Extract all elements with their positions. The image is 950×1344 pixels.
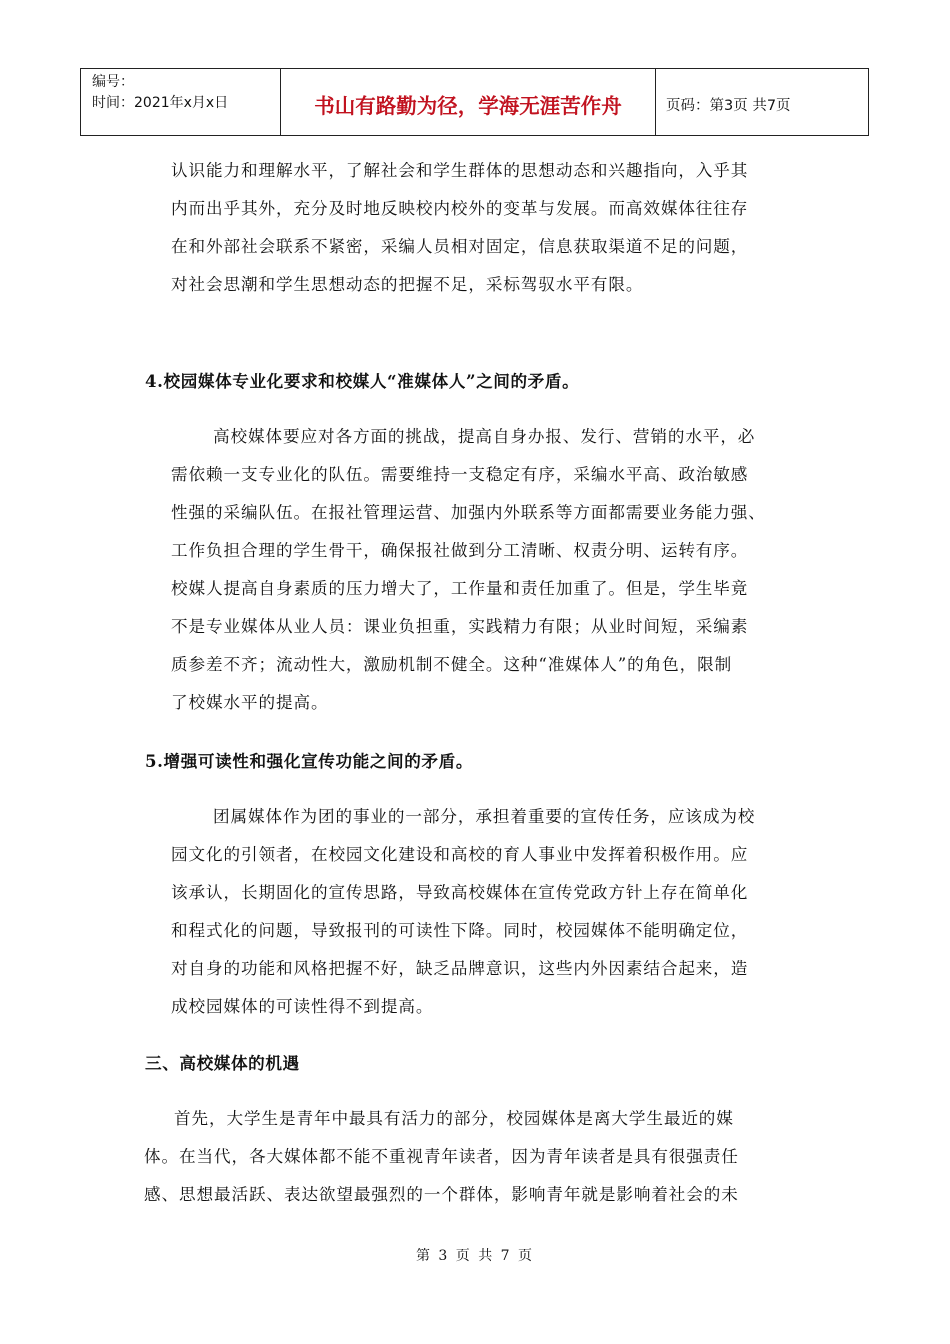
text-line: 园文化的引领者，在校园文化建设和高校的育人事业中发挥着积极作用。应 xyxy=(171,845,749,864)
page-footer: 第 3 页 共 7 页 xyxy=(415,1248,535,1264)
text-line: 该承认，长期固化的宣传思路，导致高校媒体在宣传党政方针上存在简单化 xyxy=(171,883,749,902)
date-label: 时间：2021年x月x日 xyxy=(92,95,229,111)
text-line: 在和外部社会联系不紧密，采编人员相对固定，信息获取渠道不足的问题， xyxy=(171,237,749,256)
paragraph-opportunity xyxy=(144,1100,834,1214)
heading-section-3: 三、高校媒体的机遇 xyxy=(145,1053,300,1073)
text-line: 首先，大学生是青年中最具有活力的部分，校园媒体是离大学生最近的媒 xyxy=(174,1109,734,1128)
text-line: 不是专业媒体从业人员：课业负担重，实践精力有限；从业时间短，采编素 xyxy=(171,617,749,636)
text-line: 性强的采编队伍。在报社管理运营、加强内外联系等方面都需要业务能力强、 xyxy=(171,503,766,522)
text-line: 校媒人提高自身素质的压力增大了，工作量和责任加重了。但是，学生毕竟 xyxy=(171,579,749,598)
text-line: 成校园媒体的可读性得不到提高。 xyxy=(171,997,434,1016)
text-line: 感、思想最活跃、表达欲望最强烈的一个群体，影响青年就是影响着社会的未 xyxy=(144,1185,739,1204)
number-label: 编号： xyxy=(92,74,134,90)
text-line: 工作负担合理的学生骨干，确保报社做到分工清晰、权责分明、运转有序。 xyxy=(171,541,749,560)
heading-5: 5.增强可读性和强化宣传功能之间的矛盾。 xyxy=(145,751,474,771)
paragraph-4 xyxy=(171,418,831,722)
header-table xyxy=(80,68,869,136)
text-line: 需依赖一支专业化的队伍。需要维持一支稳定有序，采编水平高、政治敏感 xyxy=(171,465,749,484)
text-line: 体。在当代，各大媒体都不能不重视青年读者，因为青年读者是具有很强责任 xyxy=(144,1147,739,1166)
text-line: 质参差不齐；流动性大，激励机制不健全。这种“准媒体人”的角色，限制 xyxy=(171,655,733,674)
text-line: 内而出乎其外，充分及时地反映校内校外的变革与发展。而高效媒体往往存 xyxy=(171,199,749,218)
page-info: 页码：第3页 共7页 xyxy=(666,97,791,114)
motto: 书山有路勤为径，学海无涯苦作舟 xyxy=(281,69,656,135)
heading-4: 4.校园媒体专业化要求和校媒人“准媒体人”之间的矛盾。 xyxy=(145,371,580,391)
paragraph-5 xyxy=(171,798,831,1026)
text-line: 认识能力和理解水平，了解社会和学生群体的思想动态和兴趣指向，入乎其 xyxy=(171,161,749,180)
text-line: 对自身的功能和风格把握不好，缺乏品牌意识，这些内外因素结合起来，造 xyxy=(171,959,749,978)
paragraph-continuation xyxy=(171,152,831,304)
text-line: 对社会思潮和学生思想动态的把握不足，采标驾驭水平有限。 xyxy=(171,275,644,294)
text-line: 和程式化的问题，导致报刊的可读性下降。同时，校园媒体不能明确定位， xyxy=(171,921,749,940)
text-line: 团属媒体作为团的事业的一部分，承担着重要的宣传任务，应该成为校 xyxy=(213,807,756,826)
text-line: 了校媒水平的提高。 xyxy=(171,693,329,712)
header-left-cell xyxy=(81,69,281,135)
text-line: 高校媒体要应对各方面的挑战，提高自身办报、发行、营销的水平，必 xyxy=(213,427,756,446)
